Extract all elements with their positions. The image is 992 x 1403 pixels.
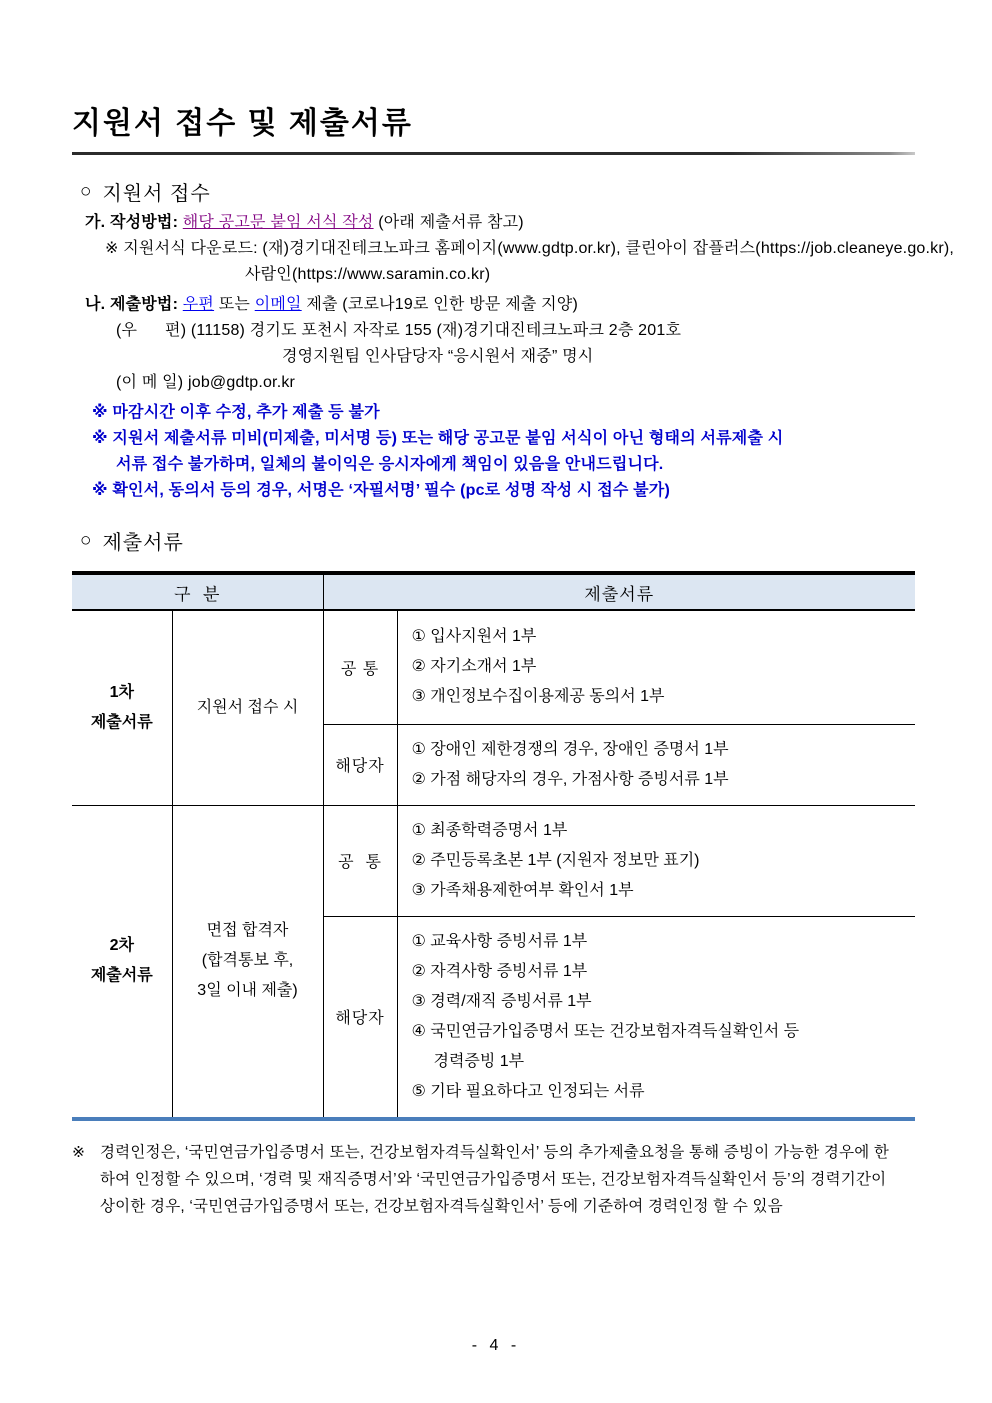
stage1-target-label: 해당자 xyxy=(323,724,397,805)
title-divider xyxy=(72,152,915,155)
list-item: ② 자기소개서 1부 xyxy=(411,658,537,676)
stage2-common-items xyxy=(397,805,915,916)
write-method-suffix: (아래 제출서류 참고) xyxy=(378,214,524,231)
section-heading-documents-label: 제출서류 xyxy=(102,532,184,554)
footnote-line-2: 하여 인정할 수 있으며, ‘경력 및 재직증명서’와 ‘국민연금가입증명서 또는, 건강보험자격득실확인서 등’의 경력기간이 xyxy=(100,1170,887,1188)
list-item: ① 교육사항 증빙서류 1부 xyxy=(411,932,588,950)
page-title: 지원서 접수 및 제출서류 xyxy=(72,107,413,140)
postal-address: (11158) 경기도 포천시 자작로 155 (재)경기대진테크노파크 2층 201호 xyxy=(190,322,682,339)
attachment-form-link[interactable]: 해당 공고문 붙임 서식 작성 xyxy=(182,214,374,231)
stage2-when-line1: 면접 합격자 xyxy=(206,922,289,939)
stage2-line1: 2차 xyxy=(109,937,134,954)
col-header-category: 구 분 xyxy=(72,573,323,610)
stage1-when-cell: 지원서 접수 시 xyxy=(172,610,323,805)
line-email xyxy=(116,370,915,396)
postal-link[interactable]: 우편 xyxy=(182,296,215,313)
note-incomplete-2: 서류 접수 불가하며, 일체의 불이익은 응시자에게 책임이 있음을 안내드립니다. xyxy=(116,456,664,473)
note-signature: ※ 확인서, 동의서 등의 경우, 서명은 ‘자필서명’ 필수 (pc로 성명 작성 시 접수 불가) xyxy=(92,482,670,499)
stage2-when-line2: (합격통보 후, xyxy=(201,952,294,969)
circle-bullet: ○ xyxy=(80,529,93,551)
stage1-common-items xyxy=(397,610,915,724)
list-item: ② 자격사항 증빙서류 1부 xyxy=(411,962,588,980)
stage2-target-items xyxy=(397,916,915,1119)
circle-bullet: ○ xyxy=(80,180,93,202)
stage2-when-cell xyxy=(172,805,323,1119)
section-heading-documents xyxy=(80,526,915,555)
list-item: ③ 경력/재직 증빙서류 1부 xyxy=(411,992,592,1010)
stage1-cell xyxy=(72,610,172,805)
reference-marker: ※ xyxy=(72,1143,86,1161)
stage1-common-label: 공 통 xyxy=(323,610,397,724)
line-write-method xyxy=(85,210,915,236)
table-header-row xyxy=(72,573,915,610)
stage2-line2: 제출서류 xyxy=(90,967,153,984)
list-item: ② 가점 해당자의 경우, 가점사항 증빙서류 1부 xyxy=(411,770,729,788)
table-row-stage1-common xyxy=(72,610,915,724)
postal-label: (우 편) xyxy=(116,322,187,339)
footnote-line-1: ※ 경력인정은, ‘국민연금가입증명서 또는, 건강보험자격득실확인서’ 등의 추가제출요청을 통해 증빙이 가능한 경우에 한 xyxy=(72,1139,915,1166)
stage1-line2: 제출서류 xyxy=(90,713,153,731)
note-deadline: ※ 마감시간 이후 수정, 추가 제출 등 불가 xyxy=(92,404,380,421)
submit-method-or: 또는 xyxy=(218,296,251,313)
list-item: ① 장애인 제한경쟁의 경우, 장애인 증명서 1부 xyxy=(411,740,729,758)
list-item: ① 최종학력증명서 1부 xyxy=(411,821,568,839)
email-address: job@gdtp.or.kr xyxy=(187,374,296,391)
documents-table-wrap xyxy=(72,571,915,1121)
table-row-stage2-common xyxy=(72,805,915,916)
section-heading-apply xyxy=(80,177,915,206)
email-link[interactable]: 이메일 xyxy=(254,296,302,313)
line-postal-address-2: 경영지원팀 인사담당자 “응시원서 재중” 명시 xyxy=(282,348,594,365)
section-heading-apply-label: 지원서 접수 xyxy=(102,183,211,205)
email-label: (이 메 일) xyxy=(116,374,184,391)
career-recognition-footnote xyxy=(72,1139,915,1220)
documents-table xyxy=(72,571,915,1121)
stage2-common-label: 공 통 xyxy=(323,805,397,916)
list-item: ⑤ 기타 필요하다고 인정되는 서류 xyxy=(411,1082,645,1100)
stage2-when-line3: 3일 이내 제출) xyxy=(197,982,298,999)
submit-method-suffix: 제출 (코로나19로 인한 방문 제출 지양) xyxy=(306,296,578,313)
list-item: ① 입사지원서 1부 xyxy=(411,628,537,646)
stage1-line1: 1차 xyxy=(109,683,134,701)
col-header-documents: 제출서류 xyxy=(323,573,915,610)
line-postal-address xyxy=(116,318,915,344)
stage1-target-items xyxy=(397,724,915,805)
list-item: ③ 개인정보수집이용제공 동의서 1부 xyxy=(411,688,665,706)
list-item-continuation: 경력증빙 1부 xyxy=(433,1052,525,1070)
list-item: ③ 가족채용제한여부 확인서 1부 xyxy=(411,881,634,899)
line-download-note: ※ 지원서식 다운로드: (재)경기대진테크노파크 홈페이지(www.gdtp.or.kr), 클린아이 잡플러스(https://job.cleaneye.go.kr), xyxy=(105,240,955,257)
note-incomplete-1: ※ 지원서 제출서류 미비(미제출, 미서명 등) 또는 해당 공고문 붙임 서식이 아닌 형태의 서류제출 시 xyxy=(92,430,784,447)
write-method-label: 가. 작성방법: xyxy=(85,214,179,231)
list-item: ④ 국민연금가입증명서 또는 건강보험자격득실확인서 등 xyxy=(411,1022,800,1040)
stage2-target-label: 해당자 xyxy=(323,916,397,1119)
line-download-note-2: 사람인(https://www.saramin.co.kr) xyxy=(245,266,491,283)
footnote-line-3: 상이한 경우, ‘국민연금가입증명서 또는, 건강보험자격득실확인서’ 등에 기준하여 경력인정 할 수 있음 xyxy=(100,1197,783,1215)
submit-method-label: 나. 제출방법: xyxy=(85,296,179,313)
page-number: - 4 - xyxy=(471,1337,521,1354)
stage2-cell xyxy=(72,805,172,1119)
list-item: ② 주민등록초본 1부 (지원자 정보만 표기) xyxy=(411,851,700,869)
line-submit-method xyxy=(85,292,915,318)
